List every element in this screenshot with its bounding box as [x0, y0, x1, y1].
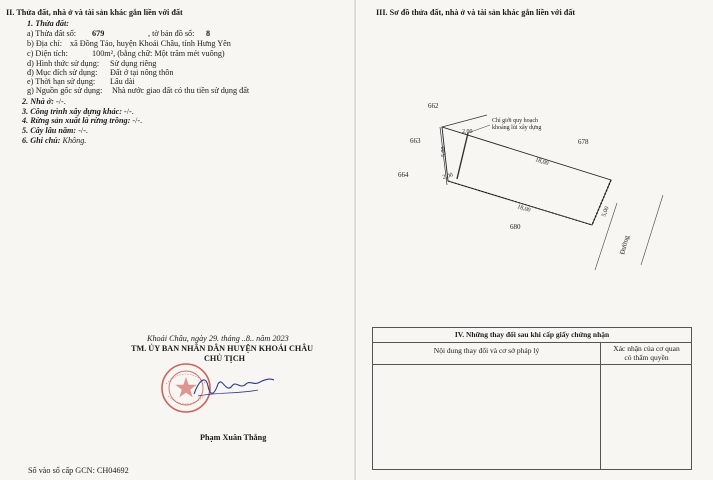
note-label: 6. Ghi chú: — [22, 136, 61, 145]
house-value: -/-. — [55, 97, 66, 106]
map-sheet-value: 8 — [206, 29, 211, 38]
neighbor-parcel-664: 664 — [398, 171, 409, 179]
neighbor-parcel-678: 678 — [578, 138, 589, 146]
origin-value: Nhà nước giao đất có thu tiền sử dụng đất — [112, 86, 250, 95]
column-header-content: Nội dung thay đổi và cơ sở pháp lý — [373, 343, 600, 365]
use-purpose-value: Đất ở tại nông thôn — [110, 68, 174, 77]
committee-title: TM. ỦY BAN NHÂN DÂN HUYỆN KHOÁI CHÂU — [131, 344, 314, 353]
use-form-value: Sử dụng riêng — [110, 59, 157, 68]
origin-label: g) Nguồn gốc sử dụng: — [27, 86, 103, 95]
section-ii-title: II. Thửa đất, nhà ở và tài sản khác gắn liền với đất — [6, 8, 183, 17]
parcel-number-label: a) Thửa đất số: — [27, 29, 77, 38]
perennial-label: 5. Cây lâu năm: — [22, 126, 77, 135]
neighbor-parcel-663: 663 — [410, 137, 421, 145]
dim-right-side: 5,00 — [601, 205, 611, 218]
map-sheet-label: , tờ bản đồ số: — [148, 29, 195, 38]
parcel-sketch — [395, 95, 695, 285]
use-term-label: e) Thời hạn sử dụng: — [27, 77, 96, 86]
forest-label: 4. Rừng sản xuất là rừng trồng: — [22, 116, 131, 125]
boundary-line-top — [442, 115, 487, 127]
dim-top-short: 2,00 — [462, 129, 473, 135]
signer-name: Phạm Xuân Thắng — [200, 433, 267, 442]
chairman-title: CHỦ TỊCH — [204, 354, 246, 363]
area-value: 100m², (bằng chữ: Một trăm mét vuông) — [92, 49, 225, 58]
neighbor-parcel-662: 662 — [428, 102, 439, 110]
section-iii-title: III. Sơ đồ thửa đất, nhà ở và tài sản khác gắn liền với đất — [376, 8, 576, 17]
area-label: c) Diện tích: — [27, 49, 68, 58]
page-fold — [354, 0, 356, 480]
dim-bottom-short: 2,00 — [441, 172, 454, 181]
neighbor-parcel-680: 680 — [510, 223, 521, 231]
perennial-value: -/-. — [78, 126, 88, 135]
use-form-label: d) Hình thức sử dụng: — [27, 59, 100, 68]
dim-mid-long: 18,00 — [534, 157, 550, 168]
changes-table — [372, 327, 692, 470]
other-construction-label: 3. Công trình xây dựng khác: — [22, 107, 122, 116]
use-purpose-label: đ) Mục đích sử dụng: — [27, 68, 98, 77]
address-label: b) Địa chỉ: — [27, 39, 63, 48]
bottom-edge-hatch — [448, 181, 592, 225]
parcel-number-value: 679 — [92, 29, 105, 38]
signature-icon — [188, 372, 278, 402]
note-value: Không. — [62, 136, 87, 145]
gcn-value: CH04692 — [96, 466, 129, 475]
changes-table-title: IV. Những thay đổi sau khi cấp giấy chứng nhận — [373, 328, 691, 343]
use-term-value: Lâu dài — [110, 77, 135, 86]
dim-bottom-long: 18,00 — [516, 204, 532, 214]
road-edge-outer — [641, 195, 663, 265]
setback-line — [457, 133, 468, 179]
house-label: 2. Nhà ở: — [22, 97, 54, 106]
planning-line-annotation: Chỉ giới quy hoạch — [492, 118, 539, 124]
column-header-confirmation: Xác nhận của cơ quan có thẩm quyền — [601, 343, 692, 365]
dim-left-side: 5,00 — [441, 146, 447, 157]
item1-heading: 1. Thửa đất: — [27, 19, 69, 28]
forest-value: -/-. — [132, 116, 143, 125]
address-value: xã Đồng Tảo, huyện Khoái Châu, tỉnh Hưng Yên — [70, 39, 231, 48]
gcn-label: Số vào sổ cấp GCN: — [28, 466, 95, 475]
setback-annotation: khoảng lùi xây dựng — [492, 125, 542, 131]
road-label: Đường — [618, 234, 631, 256]
issue-date: Khoái Châu, ngày 29. tháng ..8.. năm 2023 — [147, 334, 289, 343]
other-construction-value: -/-. — [124, 107, 134, 116]
